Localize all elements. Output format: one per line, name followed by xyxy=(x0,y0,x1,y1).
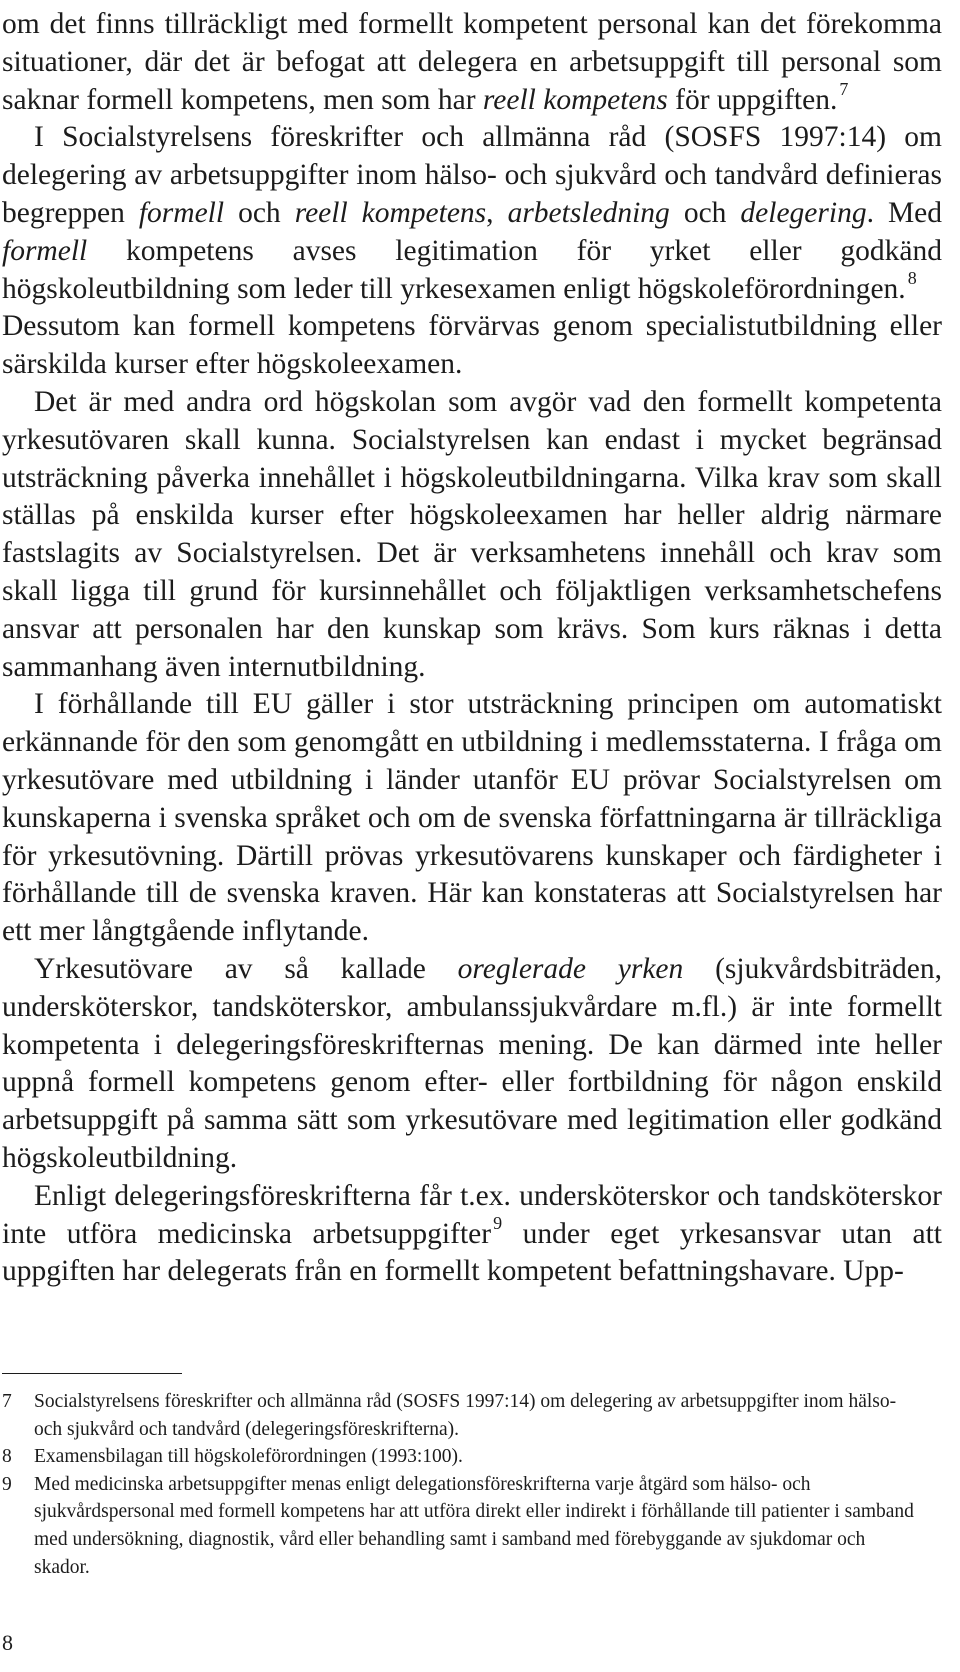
footnote-text: Med medicinska arbetsuppgifter menas enligt delegationsföreskrifterna varje åtgärd som hälso- och sjukvårdspersonal med formell kompetens har att utföra direkt eller indirekt i förhållande till patienter i samband med undersökning, diagnostik, vård eller behandling samt i samband med förebyggande av sjukdomar och skador. xyxy=(34,1473,914,1578)
paragraph-4: Det är med andra ord högskolan som avgör vad den formellt kompetenta yrkesutövaren skall kunna. Socialstyrelsen kan endast i mycket begränsad utsträckning påverka innehållet i högskoleutbildningarna. Vilka krav som skall ställas på enskilda kurser efter högskoleexamen har heller aldrig närmare fastslagits av Socialstyrelsen. Det är verksamhetens innehåll och krav som skall ligga till grund för kursinnehållet och följaktligen verksamhetschefens ansvar att personalen har den kunskap som krävs. Som kurs räknas i detta sammanhang även internutbildning. xyxy=(2,385,942,683)
italic-term: reell kompetens xyxy=(482,83,668,116)
footnotes xyxy=(2,1388,922,1581)
italic-term: formell xyxy=(2,234,88,267)
body-text xyxy=(2,6,942,1291)
footnote-number: 9 xyxy=(2,1473,12,1495)
footnote-text: Examensbilagan till högskoleförordningen (1993:100). xyxy=(34,1446,463,1468)
paragraph-5: I förhållande till EU gäller i stor utsträckning principen om automatiskt erkännande för den som genomgått en utbildning i medlemsstaterna. I fråga om yrkesutövare med utbildning i länder utanför EU prövar Socialstyrelsen om kunskaperna i svenska språket och om de svenska författningarna är tillräckliga för yrkesutövning. Därtill prövas yrkesutövarens kunskaper och färdigheter i förhållande till de svenska kraven. Här kan konstateras att Socialstyrelsen har ett mer långtgående inflytande. xyxy=(2,688,942,948)
italic-term: formell xyxy=(138,196,225,229)
text-run: , xyxy=(486,196,508,229)
italic-term: arbetsledning xyxy=(507,196,670,229)
footnote-ref-7[interactable]: 7 xyxy=(839,78,849,99)
paragraph-6 xyxy=(2,951,942,1178)
paragraph-2 xyxy=(2,119,942,308)
footnote-text: Socialstyrelsens föreskrifter och allmänna råd (SOSFS 1997:14) om delegering av arbetsuppgifter inom hälso- och sjukvård och tandvård (delegeringsföreskrifterna). xyxy=(34,1391,897,1440)
text-run: om det finns tillräckligt med formellt kompetent personal kan det förekomma situationer, där det är befogat att delegera en arbetsuppgift till personal som saknar formell kompetens, men som har xyxy=(2,8,942,116)
footnote-ref-8[interactable]: 8 xyxy=(907,267,917,288)
footnote-9 xyxy=(2,1471,922,1581)
italic-term: reell kompetens xyxy=(294,196,487,229)
paragraph-3: Dessutom kan formell kompetens förvärvas genom specialistutbildning eller särskilda kurser efter högskoleexamen. xyxy=(2,310,942,381)
text-run: kompetens avses legitimation för yrket eller godkänd högskoleutbildning som leder till yrkesexamen enligt högskoleförordningen. xyxy=(2,234,942,305)
footnote-ref-9[interactable]: 9 xyxy=(493,1212,503,1233)
text-run: och xyxy=(224,196,295,229)
page-number: 8 xyxy=(2,1630,13,1655)
footnote-8 xyxy=(2,1443,922,1471)
text-run: under eget yrkesansvar utan att uppgiften har delegerats från en formellt kompetent befattningshavare. Upp- xyxy=(2,1217,943,1288)
paragraph-7 xyxy=(2,1178,942,1291)
text-run: för uppgiften. xyxy=(667,83,838,116)
text-run: (sjukvårdsbiträden, undersköterskor, tandsköterskor, ambulanssjukvårdare m.fl.) är inte formellt kompetenta i delegeringsföreskrifternas mening. De kan därmed inte heller uppnå formell kompetens genom efter- eller fortbildning för någon enskild arbetsuppgift på samma sätt som yrkesutövare med legitimation eller godkänd högskoleutbildning. xyxy=(2,952,942,1174)
text-run: . Med xyxy=(866,196,943,229)
text-run: I Socialstyrelsens föreskrifter och allmänna råd (SOSFS 1997:14) om delegering av arbetsuppgifter inom hälso- och sjukvård och tandvård definieras begreppen xyxy=(2,121,942,229)
italic-term: delegering xyxy=(740,196,867,229)
text-run: Yrkesutövare av så kallade xyxy=(34,952,458,985)
footnote-7 xyxy=(2,1388,922,1443)
footnote-number: 7 xyxy=(2,1391,12,1412)
text-run: och xyxy=(669,196,741,229)
text-run: Enligt delegeringsföreskrifterna får t.ex. undersköterskor och tandsköterskor inte utföra medicinska arbetsuppgifter xyxy=(2,1179,942,1250)
footnote-divider xyxy=(2,1373,182,1374)
paragraph-1 xyxy=(2,6,942,119)
italic-term: oreglerade yrken xyxy=(457,952,684,985)
footnote-number: 8 xyxy=(2,1446,12,1468)
